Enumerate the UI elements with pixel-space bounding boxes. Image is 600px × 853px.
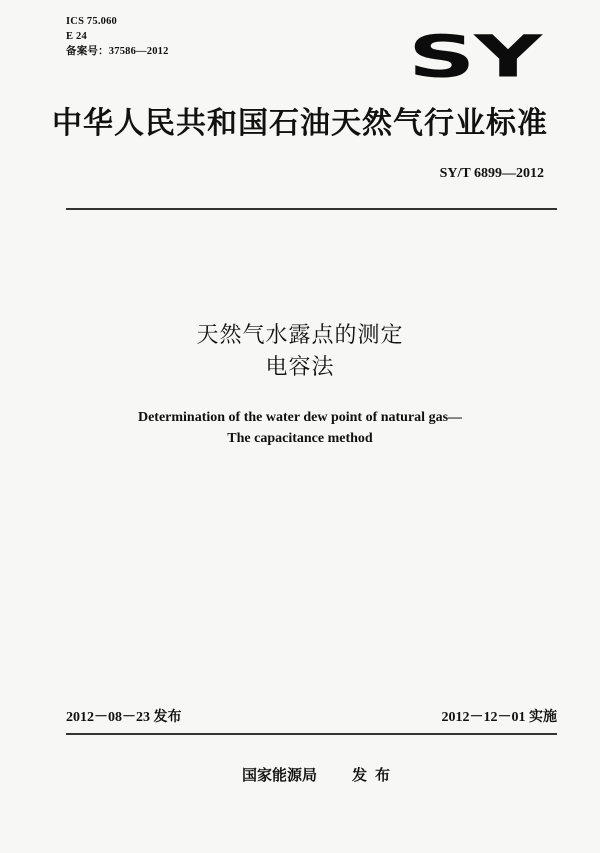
publish-label: 发布 — [352, 766, 399, 784]
document-meta — [66, 14, 169, 59]
chinese-title-line2: 电容法 — [265, 355, 335, 380]
ics-number: ICS 75.060 — [66, 16, 118, 27]
english-title-line2: The capacitance method — [227, 431, 373, 446]
issuing-authority: 国家能源局 — [242, 766, 318, 784]
english-title-line1: Determination of the water dew point of natural gas— — [137, 410, 463, 425]
standard-code: SY/T 6899—2012 — [439, 166, 544, 181]
sy-logo: SY — [408, 22, 541, 91]
bottom-divider — [66, 733, 557, 735]
implementation-date: 2012－12－01 实施 — [441, 710, 557, 725]
chinese-title-line1: 天然气水露点的测定 — [196, 323, 404, 348]
issue-date: 2012－08－23 发布 — [66, 710, 182, 725]
filing-number: 备案号：37586—2012 — [66, 46, 169, 57]
industry-standard-title: 中华人民共和国石油天然气行业标准 — [52, 106, 548, 141]
top-divider — [66, 208, 557, 210]
classification-code: E 24 — [66, 31, 87, 42]
chinese-title — [0, 320, 600, 384]
english-title — [0, 407, 600, 449]
